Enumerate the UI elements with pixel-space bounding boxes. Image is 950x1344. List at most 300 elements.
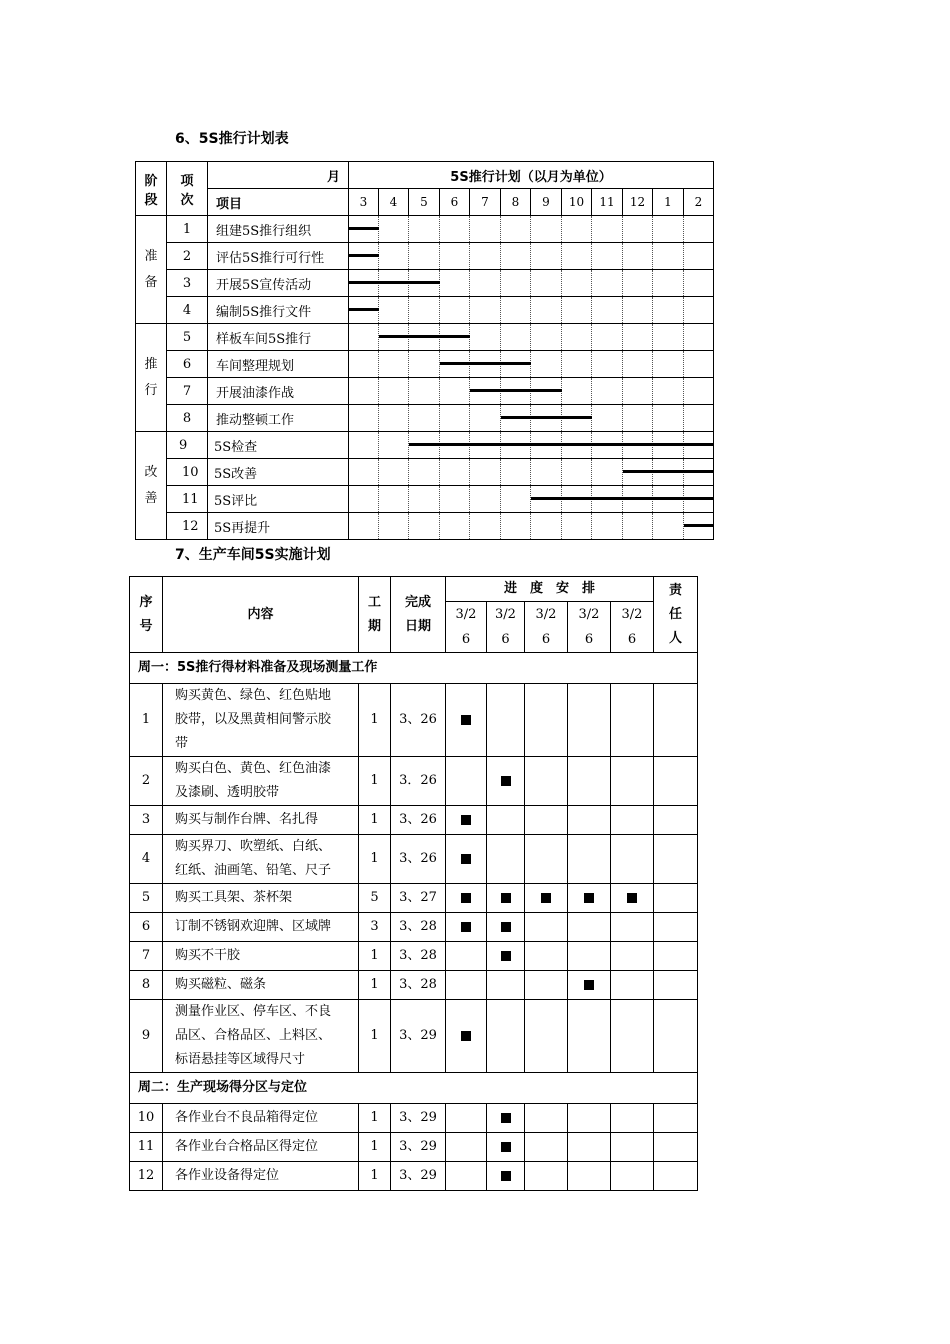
line-text: 购买磁粒、磁条 (175, 977, 267, 992)
gantt-cell (409, 486, 440, 513)
gantt-cell (470, 270, 501, 297)
due-date: 3、29 (391, 1133, 446, 1162)
task-content (163, 806, 359, 835)
line-text: 人 (668, 630, 682, 646)
scheduled-mark-icon (461, 1031, 471, 1041)
task-name: 推动整顿工作 (208, 405, 349, 432)
line-text: 工 (367, 594, 381, 610)
month-label: 6 (440, 189, 470, 216)
gantt-cell (623, 513, 653, 540)
line-text: 购买白色、黄色、红色油漆 (175, 761, 332, 776)
gantt-bar (379, 335, 470, 338)
schedule-cell (446, 835, 487, 884)
line-text: 6 (501, 632, 510, 647)
schedule-cell (446, 806, 487, 835)
week-section-header: 周二：生产现场得分区与定位 (130, 1073, 698, 1104)
schedule-cell (568, 757, 611, 806)
month-label: 12 (623, 189, 653, 216)
gantt-cell (562, 378, 592, 405)
schedule-cell (525, 1000, 568, 1073)
line-text: 及漆刷、透明胶带 (175, 785, 280, 800)
gantt-cell (562, 270, 592, 297)
schedule-cell (568, 806, 611, 835)
schedule-cell (487, 884, 525, 913)
table-row (130, 971, 698, 1000)
task-content (163, 835, 359, 884)
gantt-cell (379, 513, 409, 540)
gantt-cell (440, 405, 470, 432)
gantt-bar (531, 497, 714, 500)
scheduled-mark-icon (461, 893, 471, 903)
stage-cell (136, 432, 167, 540)
line-text: 推 (144, 356, 158, 372)
row-number: 1 (130, 684, 163, 757)
schedule-cell (487, 1162, 525, 1191)
row-number: 10 (167, 459, 208, 486)
task-name: 样板车间5S推行 (208, 324, 349, 351)
gantt-bar (440, 362, 531, 365)
row-number: 7 (167, 378, 208, 405)
gantt-cell (470, 459, 501, 486)
line-text: 购买界刀、吹塑纸、白纸、 (175, 839, 332, 854)
gantt-cell (531, 324, 562, 351)
schedule-cell (446, 757, 487, 806)
gantt-cell (470, 216, 501, 243)
line-text: 6 (627, 632, 637, 647)
task-name: 5S再提升 (208, 513, 349, 540)
date-column-header (525, 602, 568, 653)
due-date-header (391, 577, 446, 653)
duration-days: 5 (359, 884, 391, 913)
scheduled-mark-icon (541, 893, 551, 903)
gantt-bar (501, 416, 592, 419)
duration-days: 3 (359, 913, 391, 942)
schedule-cell (525, 971, 568, 1000)
task-content (163, 1104, 359, 1133)
scheduled-mark-icon (501, 951, 511, 961)
schedule-cell (568, 1104, 611, 1133)
line-text: 各作业设备得定位 (175, 1168, 280, 1183)
row-number: 6 (167, 351, 208, 378)
gantt-cell (349, 351, 379, 378)
gantt-cell (440, 513, 470, 540)
month-label: 7 (470, 189, 501, 216)
gantt-cell (409, 297, 440, 324)
owner-cell (654, 757, 698, 806)
gantt-bar (349, 308, 379, 311)
gantt-cell (653, 297, 684, 324)
month-label: 9 (531, 189, 562, 216)
duration-days: 1 (359, 1000, 391, 1073)
schedule-cell (568, 835, 611, 884)
gantt-cell (379, 405, 409, 432)
gantt-cell (440, 243, 470, 270)
duration-days: 1 (359, 1104, 391, 1133)
task-content (163, 757, 359, 806)
due-date: 3、29 (391, 1162, 446, 1191)
due-date: 3、27 (391, 884, 446, 913)
scheduled-mark-icon (501, 922, 511, 932)
stage-header-text: 阶 (144, 173, 158, 189)
gantt-cell (440, 486, 470, 513)
gantt-cell (409, 513, 440, 540)
schedule-cell (487, 806, 525, 835)
owner-cell (654, 1104, 698, 1133)
gantt-cell (379, 459, 409, 486)
task-name: 5S改善 (208, 459, 349, 486)
duration-days: 1 (359, 806, 391, 835)
schedule-cell (446, 884, 487, 913)
seq-header-text: 项 (180, 173, 194, 189)
schedule-cell (487, 942, 525, 971)
schedule-cell (446, 1133, 487, 1162)
task-name: 5S评比 (208, 486, 349, 513)
gantt-bar (349, 254, 379, 257)
task-name: 组建5S推行组织 (208, 216, 349, 243)
5s-plan-table (135, 161, 714, 540)
month-label: 3 (349, 189, 379, 216)
gantt-bar (409, 443, 714, 446)
line-text: 红纸、油画笔、铅笔、尺子 (175, 863, 332, 878)
stage-header (136, 162, 167, 216)
scheduled-mark-icon (501, 1171, 511, 1181)
gantt-cell (684, 351, 714, 378)
schedule-cell (611, 884, 654, 913)
gantt-cell (409, 378, 440, 405)
gantt-cell (379, 432, 409, 459)
line-text: 改 (144, 464, 158, 480)
gantt-cell (440, 378, 470, 405)
schedule-cell (525, 757, 568, 806)
gantt-cell (531, 513, 562, 540)
gantt-cell (562, 459, 592, 486)
schedule-cell (446, 684, 487, 757)
due-date: 3、28 (391, 942, 446, 971)
gantt-cell (440, 459, 470, 486)
gantt-bar (349, 227, 379, 230)
owner-cell (654, 684, 698, 757)
row-number: 3 (130, 806, 163, 835)
row-number: 6 (130, 913, 163, 942)
line-text: 6 (541, 632, 551, 647)
line-text: 3/2 (495, 607, 516, 622)
gantt-cell (623, 351, 653, 378)
task-content (163, 913, 359, 942)
gantt-cell (349, 486, 379, 513)
gantt-cell (409, 216, 440, 243)
task-content (163, 1000, 359, 1073)
row-number: 1 (167, 216, 208, 243)
month-label: 5 (409, 189, 440, 216)
row-number: 12 (167, 513, 208, 540)
date-column-header (568, 602, 611, 653)
owner-cell (654, 884, 698, 913)
gantt-cell (653, 405, 684, 432)
row-number: 11 (130, 1133, 163, 1162)
line-text: 行 (144, 382, 158, 398)
schedule-cell (611, 1104, 654, 1133)
gantt-cell (562, 513, 592, 540)
row-number: 9 (130, 1000, 163, 1073)
gantt-cell (531, 216, 562, 243)
line-text: 各作业台不良品箱得定位 (175, 1110, 319, 1125)
gantt-cell (501, 459, 531, 486)
schedule-cell (611, 942, 654, 971)
gantt-cell (653, 351, 684, 378)
gantt-cell (562, 324, 592, 351)
task-content (163, 884, 359, 913)
gantt-cell (349, 513, 379, 540)
schedule-cell (446, 942, 487, 971)
gantt-cell (531, 297, 562, 324)
line-text: 日期 (404, 618, 431, 634)
schedule-cell (568, 1000, 611, 1073)
table-row (130, 913, 698, 942)
gantt-cell (684, 270, 714, 297)
gantt-cell (592, 378, 623, 405)
month-label: 4 (379, 189, 409, 216)
section6-title: 6、5S推行计划表 (175, 131, 289, 147)
line-text: 胶带，以及黑黄相间警示胶 (175, 712, 332, 727)
row-number: 8 (167, 405, 208, 432)
schedule-cell (611, 835, 654, 884)
schedule-cell (487, 835, 525, 884)
stage-cell (136, 216, 167, 324)
gantt-cell (592, 216, 623, 243)
schedule-cell (525, 684, 568, 757)
schedule-cell (568, 942, 611, 971)
duration-days: 1 (359, 835, 391, 884)
task-name: 评估5S推行可行性 (208, 243, 349, 270)
date-column-header (487, 602, 525, 653)
schedule-cell (525, 884, 568, 913)
schedule-cell (611, 1000, 654, 1073)
gantt-cell (592, 351, 623, 378)
owner-cell (654, 913, 698, 942)
line-text: 标语悬挂等区域得尺寸 (175, 1052, 306, 1067)
content-header: 内容 (163, 577, 359, 653)
gantt-cell (562, 243, 592, 270)
date-column-header (446, 602, 487, 653)
owner-cell (654, 1162, 698, 1191)
schedule-cell (487, 1104, 525, 1133)
gantt-cell (592, 243, 623, 270)
gantt-cell (409, 459, 440, 486)
task-name: 开展油漆作战 (208, 378, 349, 405)
gantt-cell (379, 486, 409, 513)
line-text: 期 (367, 618, 381, 634)
line-text: 号 (139, 618, 153, 634)
gantt-cell (562, 351, 592, 378)
row-number: 10 (130, 1104, 163, 1133)
gantt-cell (501, 486, 531, 513)
schedule-cell (487, 913, 525, 942)
item-header: 项目 (208, 189, 349, 216)
line-text: 序 (139, 594, 153, 610)
owner-cell (654, 971, 698, 1000)
task-name: 编制5S推行文件 (208, 297, 349, 324)
row-number: 7 (130, 942, 163, 971)
line-text: 带 (175, 736, 189, 751)
due-date: 3、28 (391, 913, 446, 942)
gantt-cell (592, 513, 623, 540)
gantt-cell (470, 324, 501, 351)
gantt-cell (501, 297, 531, 324)
gantt-cell (440, 297, 470, 324)
gantt-cell (653, 216, 684, 243)
stage-header-text: 段 (144, 192, 158, 208)
gantt-cell (379, 297, 409, 324)
duration-header (359, 577, 391, 653)
table-row (130, 806, 698, 835)
schedule-cell (487, 971, 525, 1000)
gantt-cell (470, 297, 501, 324)
schedule-cell (525, 1104, 568, 1133)
schedule-cell (525, 806, 568, 835)
week-section-header: 周一：5S推行得材料准备及现场测量工作 (130, 653, 698, 684)
schedule-cell (611, 1133, 654, 1162)
task-content (163, 942, 359, 971)
scheduled-mark-icon (584, 893, 594, 903)
schedule-cell (611, 971, 654, 1000)
schedule-cell (568, 913, 611, 942)
line-text: 购买工具架、茶杯架 (175, 890, 293, 905)
gantt-cell (349, 324, 379, 351)
scheduled-mark-icon (501, 776, 511, 786)
owner-cell (654, 806, 698, 835)
line-text: 善 (144, 490, 158, 506)
due-date: 3、26 (391, 684, 446, 757)
line-text: 3/2 (455, 607, 477, 622)
gantt-cell (592, 459, 623, 486)
row-number: 5 (167, 324, 208, 351)
owner-cell (654, 942, 698, 971)
line-text: 准 (144, 248, 158, 264)
gantt-cell (684, 216, 714, 243)
schedule-cell (568, 884, 611, 913)
gantt-cell (684, 405, 714, 432)
progress-header: 进 度 安 排 (446, 577, 654, 602)
gantt-cell (501, 216, 531, 243)
task-content (163, 1133, 359, 1162)
gantt-cell (379, 351, 409, 378)
line-text: 购买不干胶 (175, 948, 241, 963)
scheduled-mark-icon (501, 893, 511, 903)
gantt-cell (623, 243, 653, 270)
schedule-cell (525, 835, 568, 884)
gantt-cell (684, 324, 714, 351)
owner-cell (654, 1133, 698, 1162)
gantt-cell (653, 324, 684, 351)
gantt-cell (379, 378, 409, 405)
line-text: 备 (144, 274, 158, 290)
schedule-cell (525, 1133, 568, 1162)
gantt-cell (501, 243, 531, 270)
schedule-cell (611, 757, 654, 806)
line-text: 3/2 (578, 607, 600, 622)
row-number: 8 (130, 971, 163, 1000)
schedule-cell (611, 684, 654, 757)
table-row (130, 757, 698, 806)
task-content (163, 1162, 359, 1191)
month-header: 月 (208, 162, 349, 189)
table-row (130, 1133, 698, 1162)
gantt-cell (684, 378, 714, 405)
duration-days: 1 (359, 684, 391, 757)
gantt-cell (409, 243, 440, 270)
gantt-bar (623, 470, 714, 473)
line-text: 购买与制作台牌、名扎得 (175, 812, 319, 827)
gantt-cell (440, 216, 470, 243)
gantt-cell (470, 243, 501, 270)
seq-header-text: 次 (180, 192, 194, 208)
duration-days: 1 (359, 942, 391, 971)
schedule-cell (568, 684, 611, 757)
date-column-header (611, 602, 654, 653)
due-date: 3、29 (391, 1000, 446, 1073)
gantt-cell (623, 378, 653, 405)
row-number: 3 (167, 270, 208, 297)
row-number: 4 (167, 297, 208, 324)
stage-cell (136, 324, 167, 432)
table-row (130, 1104, 698, 1133)
seq-header (167, 162, 208, 216)
gantt-cell (562, 216, 592, 243)
table-row (130, 884, 698, 913)
gantt-bar (684, 524, 714, 527)
row-number: 2 (167, 243, 208, 270)
gantt-cell (562, 297, 592, 324)
gantt-cell (623, 270, 653, 297)
duration-days: 1 (359, 757, 391, 806)
line-text: 品区、合格品区、上料区、 (175, 1028, 332, 1043)
scheduled-mark-icon (461, 715, 471, 725)
gantt-cell (349, 459, 379, 486)
gantt-cell (684, 297, 714, 324)
schedule-cell (611, 913, 654, 942)
gantt-cell (501, 324, 531, 351)
row-number: 2 (130, 757, 163, 806)
schedule-cell (525, 942, 568, 971)
gantt-cell (379, 243, 409, 270)
gantt-cell (409, 405, 440, 432)
schedule-cell (568, 1162, 611, 1191)
month-label: 1 (653, 189, 684, 216)
duration-days: 1 (359, 1133, 391, 1162)
seq-header (130, 577, 163, 653)
scheduled-mark-icon (627, 893, 637, 903)
gantt-cell (623, 216, 653, 243)
line-text: 任 (668, 606, 682, 622)
due-date: 3．26 (391, 757, 446, 806)
gantt-cell (653, 513, 684, 540)
table-row (130, 835, 698, 884)
gantt-cell (531, 270, 562, 297)
task-content (163, 971, 359, 1000)
row-number: 12 (130, 1162, 163, 1191)
gantt-cell (440, 270, 470, 297)
gantt-bar (470, 389, 562, 392)
schedule-cell (568, 1133, 611, 1162)
due-date: 3、26 (391, 806, 446, 835)
schedule-cell (611, 1162, 654, 1191)
gantt-cell (623, 405, 653, 432)
owner-cell (654, 835, 698, 884)
line-text: 6 (584, 632, 594, 647)
line-text: 3/2 (621, 607, 643, 622)
table-row (130, 1000, 698, 1073)
gantt-cell (470, 513, 501, 540)
